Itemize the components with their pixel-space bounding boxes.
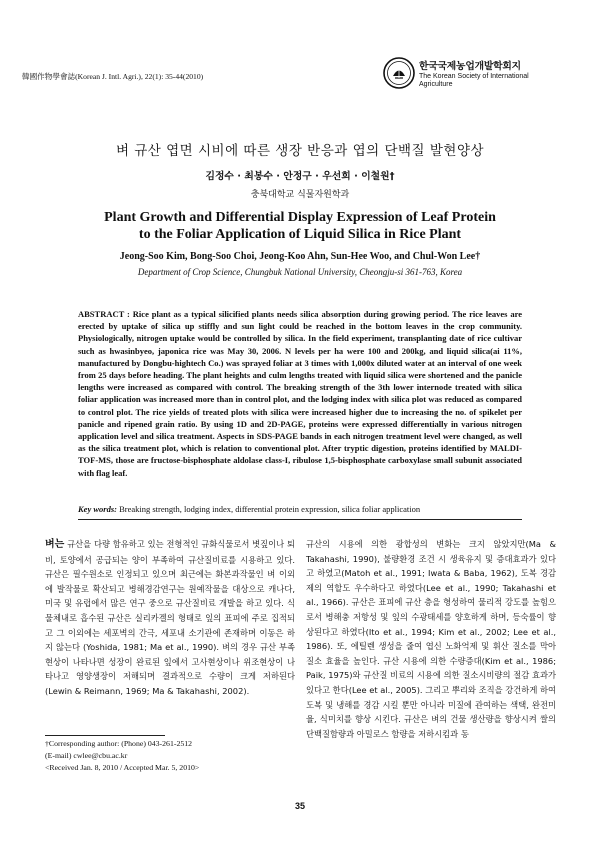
- title-english-line2: to the Foliar Application of Liquid Silica in Rice Plant: [138, 227, 462, 242]
- footnote-divider: [45, 735, 165, 736]
- footnote-corresponding: †Corresponding author: (Phone) 043-261-2512: [45, 739, 193, 748]
- body-left-text: 규산을 다량 함유하고 있는 전형적인 규화식물로서 볏짚이나 퇴비, 토양에서 공급되는 양이 부족하여 규산질비료를 시용하고 있다. 규산은 필수원소로 인정되고 있으며 최근에는 화본과작물인 벼 이외에 발작물로 확산되고 병해경감연구는 원예작물을 대상으로 캐나다, 미국 및 유럽에서 많은 연구 중으로 규산질비료 개발을 하고 있다. 식물체내로 흡수된 규산은 실리카겔의 형태로 잎의 표피에 주로 집적되고 그 이외에는 세포벽의 간극, 세포내 소기관에 존재하며 이동은 하지 않는다 (Yoshida, 1981; Ma et al., 1990). 벼의 경우 규산 부족현상이 나타나면 성장이 완료된 잎에서 고사현상이나 위조현상이 나타나고 영양생장이 저해되며 결과적으로 수량이 크게 저하된다(Lewin & Reimann, 1969; Ma & Takahashi, 2002).: [45, 539, 295, 696]
- authors-korean: 김정수 · 최봉수 · 안정구 · 우선희 · 이철원†: [205, 171, 395, 182]
- society-name-english: [419, 73, 529, 89]
- keywords-text: Breaking strength, lodging index, differential protein expression, silica foliar application: [119, 504, 421, 514]
- title-korean: 벼 규산 엽면 시비에 따른 생장 반응과 엽의 단백질 발현양상: [115, 143, 485, 159]
- society-logo: [383, 53, 578, 97]
- society-name-korean: 한국국제농업개발학회지: [419, 61, 521, 72]
- abstract: ABSTRACT : Rice plant as a typical silicified plants needs silica absorption during growing period. The rice leaves are erected by uptake of silica up stiffly and sun light could be reached in the bottom leaves in the crop community. Physiologically, nitrogen uptake would be controlled by silica. In the field experiment, transplanting date of rice cultivar such as hwasinbyeo, japonica rice was May 30, 2006. N levels per ha were 100 and 200kg, and liquid silica(ai 11%, manufactured by Dongbu-hightech Co.) was sprayed foliar at 3 times with 1,000x diluted water at an interval of one week from 25 days before heading. The plant heights and culm lengths treated with liquid silica were shortened and the panicle lengths were increased as compared with control. The breaking strength of the 3th lower internode treated with silica foliar application was increased more than in control plot, and the lodging index with silica plot was reduced as compared to control plot. The rice yields of treated plots with silica were increased higher due to increasing the no. of spikelet per panicle and ripened grain ratio. By using 1D and 2D-PAGE, proteins were expressed differentially in various nitrogen application level and silica treatment. Aspects in SDS-PAGE bands in each nitrogen treatment level were changed, as well as the silica treatment plot, which is relation to conventional plot. After tryptic digestion, proteins identified by MALDI-TOF-MS, those are fructose-bisphosphate aldolase class-I, ribulose 1,5-bisphosphate carboxylase small subunit associated with flag leaf.: [78, 309, 522, 478]
- body-lead-word: 벼는: [45, 539, 65, 550]
- section-divider: [78, 519, 522, 520]
- body-column-left: [45, 537, 295, 699]
- authors-english: Jeong-Soo Kim, Bong-Soo Choi, Jeong-Koo Ahn, Sun-Hee Woo, and Chul-Won Lee†: [119, 251, 481, 262]
- keywords: [78, 503, 522, 515]
- title-english-line1: Plant Growth and Differential Display Expression of Leaf Protein: [104, 210, 496, 225]
- page-number: 35: [294, 801, 305, 811]
- society-name-english-line1: The Korean Society of International: [419, 73, 529, 80]
- keywords-label: Key words:: [78, 504, 117, 514]
- journal-reference: 韓國作物學會誌(Korean J. Intl. Agri.), 22(1): 35-44(2010): [22, 72, 204, 81]
- society-name-english-line2: Agriculture: [419, 81, 453, 88]
- society-seal-icon: [383, 57, 415, 89]
- title-english: [0, 209, 600, 243]
- footnote-email: (E-mail) cwlee@cbu.ac.kr: [45, 751, 128, 760]
- affiliation-korean: 충북대학교 식물자원학과: [250, 190, 350, 200]
- affiliation-english: Department of Crop Science, Chungbuk National University, Cheongju-si 361-763, Korea: [137, 267, 463, 277]
- footnote-received: <Received Jan. 8, 2010 / Accepted Mar. 5, 2010>: [45, 763, 200, 772]
- body-column-right: 규산의 시용에 의한 광합성의 변화는 크지 않았지만(Ma & Takahashi, 1990), 불량환경 조건 시 생육유지 및 증대효과가 있다고 하였고(Matoh et al., 1991; Iwata & Baba, 1962), 도복 경감제의 역할도 우수하다고 하였다(Lee et al., 1990; Takahashi et al., 1966). 규산은 표피에 규산 층을 형성하여 물리적 강도를 높힘으로서 병해충 저항성 및 잎의 수광태세를 양호하게 하며, 등숙률이 향상된다고 하였다(Ito et al., 1994; Kim et al., 2002; Lee et al., 1986). 또, 에틸렌 생성을 줄여 엽신 노화억제 및 휘산 질소를 막아 질소 효율을 높인다. 규산 시용에 의한 수량증대(Kim et al., 1986; Paik, 1975)와 규산질 비료의 시용에 의한 질소시비량의 절감 효과가 있다고 한다(Lee et al., 2005). 그리고 뿌리와 조직을 강건하게 하여 도복 및 냉해를 경감 시킬 뿐만 아니라 미질에 관여하는 색택, 완전미율, 식미치를 향상 시킨다. 규산은 벼의 건물 생산량을 향상시켜 쌀의 단백질함량과 아밀로스 함량을 저하시킴과 동: [306, 539, 556, 739]
